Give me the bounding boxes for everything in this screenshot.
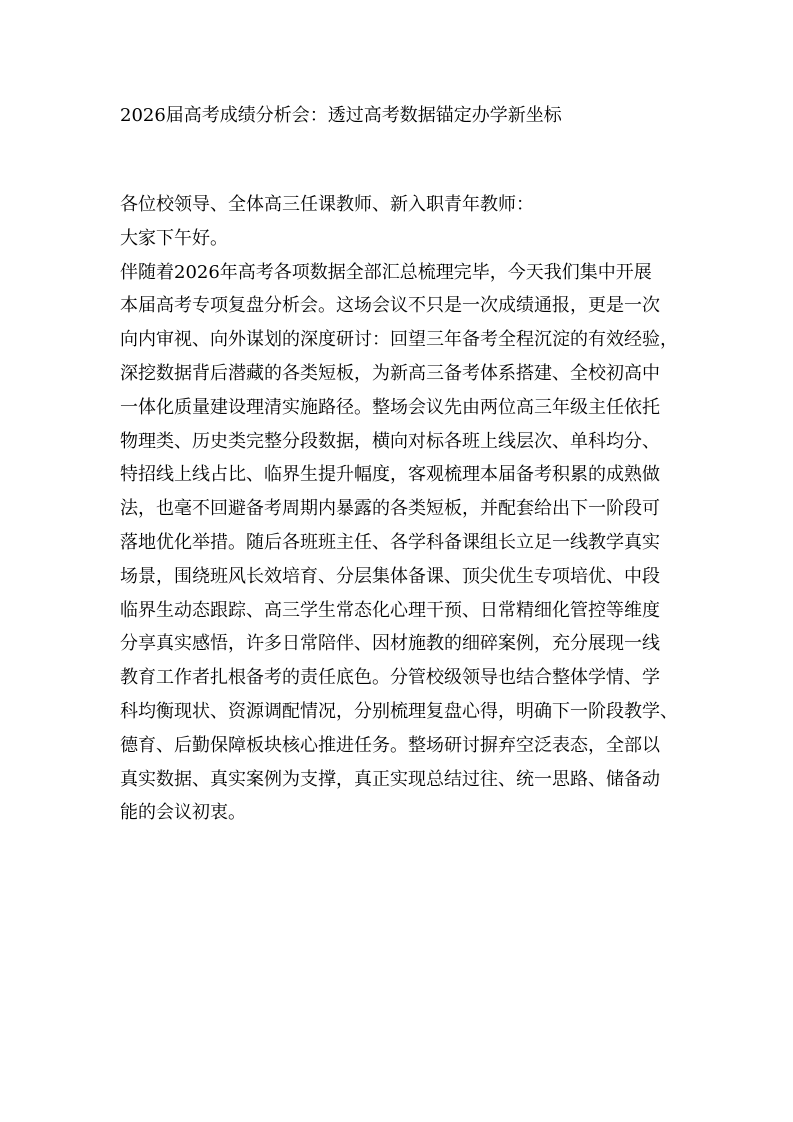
body-line: 场景，围绕班风长效培育、分层集体备课、顶尖优生专项培优、中段 — [120, 565, 660, 587]
body-line: 分享真实感悟，许多日常陪伴、因材施教的细碎案例，充分展现一线 — [120, 633, 660, 655]
document-title: 2026届高考成绩分析会：透过高考数据锚定办学新坐标 — [120, 105, 562, 126]
body-line: 落地优化举措。随后各班班主任、各学科备课组长立足一线教学真实 — [120, 531, 660, 553]
body-line: 临界生动态跟踪、高三学生常态化心理干预、日常精细化管控等维度 — [120, 599, 660, 621]
document-body — [120, 188, 680, 830]
body-line: 向内审视、向外谋划的深度研讨：回望三年备考全程沉淀的有效经验， — [120, 329, 678, 351]
body-line: 教育工作者扎根备考的责任底色。分管校级领导也结合整体学情、学 — [120, 667, 660, 689]
body-line: 物理类、历史类完整分段数据，横向对标各班上线层次、单科均分、 — [120, 430, 660, 452]
body-line: 本届高考专项复盘分析会。这场会议不只是一次成绩通报，更是一次 — [120, 295, 660, 317]
salutation-line: 各位校领导、全体高三任课教师、新入职青年教师： — [120, 194, 534, 215]
body-line: 伴随着2026年高考各项数据全部汇总梳理完毕，今天我们集中开展 — [120, 261, 652, 283]
body-line: 深挖数据背后潜藏的各类短板，为新高三备考体系搭建、全校初高中 — [120, 362, 660, 384]
body-line: 一体化质量建设理清实施路径。整场会议先由两位高三年级主任依托 — [120, 396, 660, 418]
body-line: 科均衡现状、资源调配情况，分别梳理复盘心得，明确下一阶段教学、 — [120, 700, 678, 722]
body-line: 法，也毫不回避备考周期内暴露的各类短板，并配套给出下一阶段可 — [120, 498, 660, 520]
body-line: 能的会议初衷。 — [120, 802, 246, 824]
greeting-line: 大家下午好。 — [120, 227, 228, 249]
body-line: 德育、后勤保障板块核心推进任务。整场研讨摒弃空泛表态，全部以 — [120, 734, 660, 756]
body-line: 特招线上线占比、临界生提升幅度，客观梳理本届备考积累的成熟做 — [120, 464, 660, 486]
body-line: 真实数据、真实案例为支撑，真正实现总结过往、统一思路、储备动 — [120, 768, 660, 790]
